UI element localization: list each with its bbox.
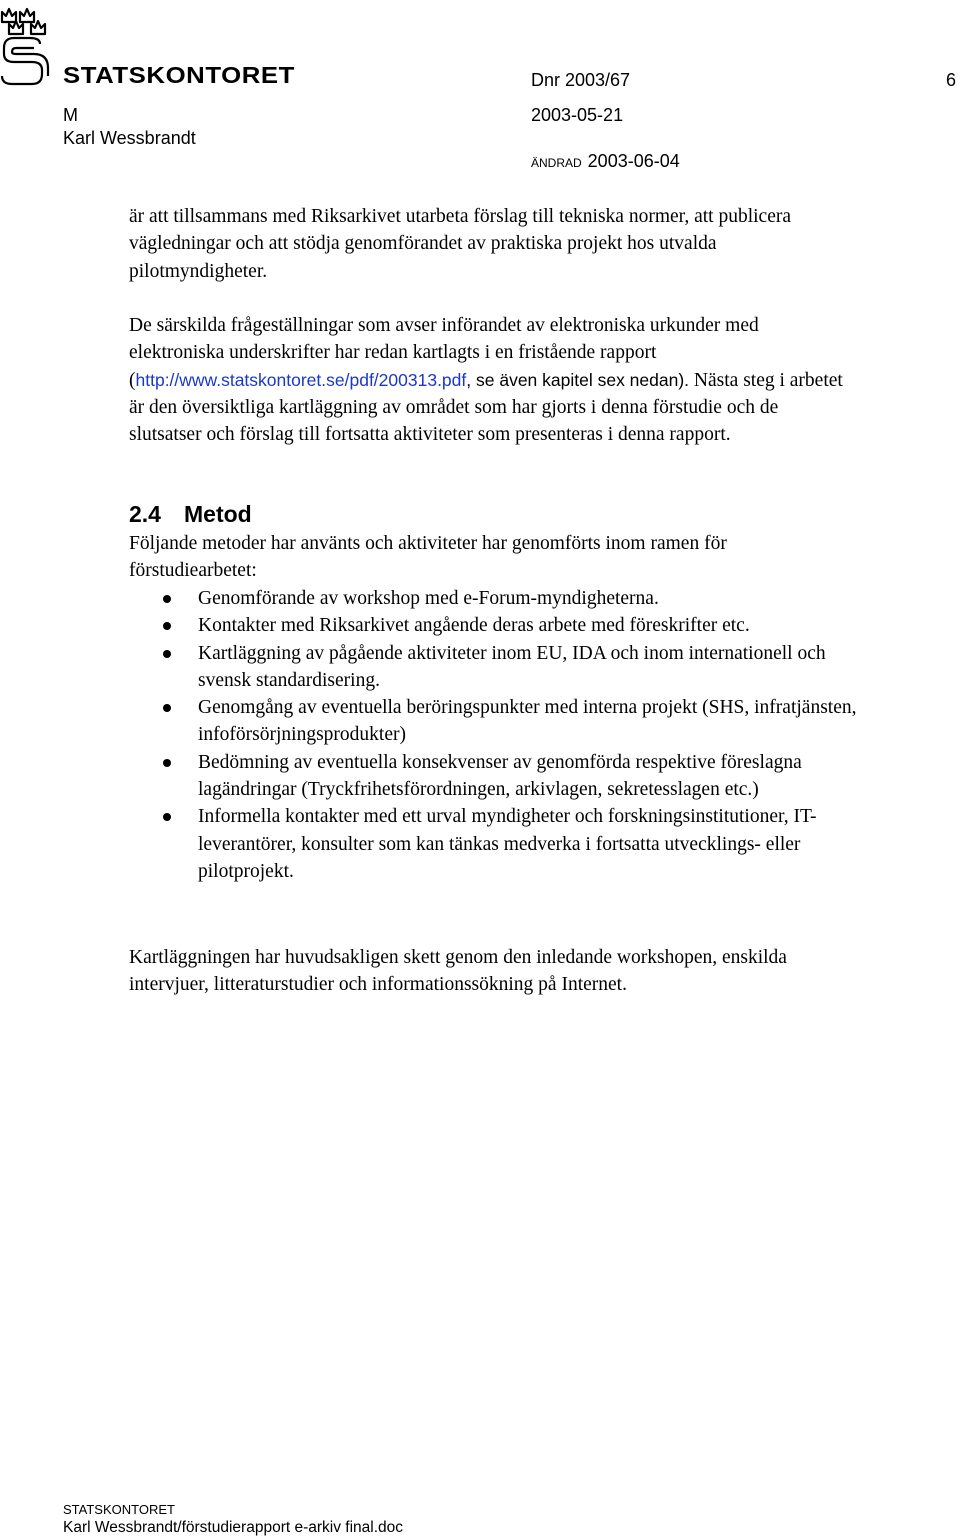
- list-item: [0, 803, 960, 885]
- list-item: [0, 749, 960, 804]
- list-item-text: Bedömning av eventuella konsekvenser av genomförda respektive föreslagna lagändringar (Tryckfrihetsförordningen, arkivlagen, sekretesslagen etc.): [198, 751, 802, 801]
- list-item: [0, 640, 960, 695]
- list-item-text: Kontakter med Riksarkivet angående deras arbete med föreskrifter etc.: [198, 615, 750, 637]
- list-item-text: Genomgång av eventuella beröringspunkter med interna projekt (SHS, infratjänsten, infoförsörjningsprodukter): [198, 697, 857, 746]
- author-name: Karl Wessbrandt: [63, 128, 196, 148]
- changed-date-line: [531, 150, 680, 174]
- statskontoret-logo-text: STATSKONTORET: [63, 62, 295, 88]
- footer-organization: STATSKONTORET: [63, 1502, 175, 1517]
- page-number: 6: [946, 70, 957, 90]
- list-item: [0, 694, 960, 749]
- list-item: [0, 585, 960, 612]
- changed-date: 2003-06-04: [587, 151, 680, 171]
- footer-file-path: Karl Wessbrandt/förstudierapport e-arkiv final.doc: [63, 1519, 404, 1536]
- section-number: 2.4: [129, 501, 161, 527]
- section-title: Metod: [184, 501, 252, 527]
- header-m-label: M: [63, 105, 78, 125]
- paragraph-intro-continuation: är att tillsammans med Riksarkivet utarbeta förslag till tekniska normer, att publicera vägledningar och att stödja genomförandet av praktiska projekt hos utvalda pilotmyndigheter.: [129, 206, 792, 282]
- list-item-text: Genomförande av workshop med e-Forum-myndigheterna.: [198, 588, 659, 609]
- bullet-icon: [163, 622, 171, 630]
- bullet-icon: [163, 704, 171, 712]
- list-item-text: Kartläggning av pågående aktiviteter inom EU, IDA och inom internationell och svensk standardisering.: [198, 642, 826, 691]
- paragraph-conclusion: Kartläggningen har huvudsakligen skett genom den inledande workshopen, enskilda intervjuer, litteraturstudier och informationssökning på Internet.: [129, 947, 787, 996]
- paragraph-special-questions: [129, 312, 849, 448]
- paragraph-text: Nästa steg i arbetet är den översiktliga kartläggning av området som har gjorts i denna förstudie och de slutsatser och förslag till fortsatta aktiviteter som presenteras i denna rapport.: [129, 369, 843, 446]
- report-link[interactable]: http://www.statskontoret.se/pdf/200313.pdf: [135, 369, 467, 390]
- document-number: Dnr 2003/67: [531, 70, 631, 90]
- list-item-text: Informella kontakter med ett urval myndigheter och forskningsinstitutioner, IT-leverantörer, konsulter som kan tänkas medverka i fortsatta utvecklings- eller pilotprojekt.: [198, 806, 817, 882]
- statskontoret-crowns-s-logo: [0, 2, 50, 88]
- bullet-icon: [163, 813, 171, 821]
- methods-list: [0, 585, 960, 885]
- changed-label: ÄNDRAD: [531, 156, 582, 170]
- paragraph-text: De särskilda frågeställningar som avser införandet av elektroniska urkunder med elektroniska underskrifter har redan kartlagts i en fristående rapport (: [129, 315, 759, 391]
- bullet-icon: [163, 595, 171, 603]
- paragraph-text: , se även kapitel sex nedan).: [466, 369, 690, 390]
- paragraph-methods-intro: Följande metoder har använts och aktiviteter har genomförts inom ramen för förstudiearbetet:: [129, 533, 727, 582]
- bullet-icon: [163, 759, 171, 767]
- bullet-icon: [163, 650, 171, 658]
- list-item: [0, 612, 960, 639]
- document-date: 2003-05-21: [531, 105, 624, 125]
- section-heading: [129, 499, 252, 529]
